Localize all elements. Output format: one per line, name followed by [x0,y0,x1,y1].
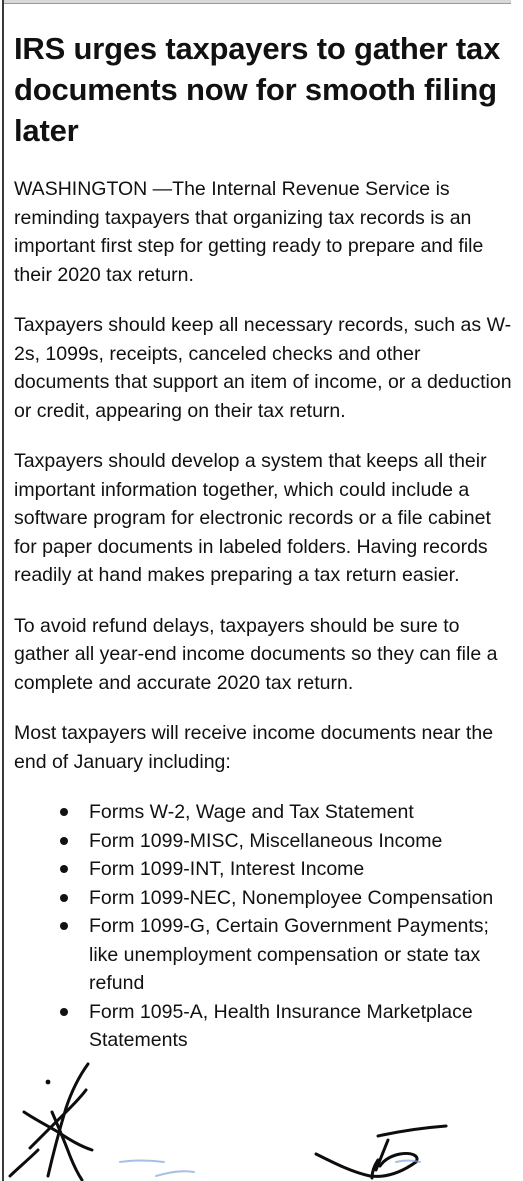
article-paragraph-5: Most taxpayers will receive income documents near the end of January including: [14,722,494,773]
income-documents-list [14,798,514,1055]
list-item: Form 1099-MISC, Miscellaneous Income [89,827,514,856]
article-paragraph-3: Taxpayers should develop a system that keeps all their important information together, which could include a software program for electronic records or a file cabinet for paper documents in labeled folders. Having records readily at hand makes preparing a tax return easier. [14,450,491,586]
list-item: Form 1099-G, Certain Government Payments; like unemployment compensation or state tax refund [89,912,514,998]
article-paragraph-4: To avoid refund delays, taxpayers should be sure to gather all year-end income documents so they can file a complete and accurate 2020 tax return. [14,614,498,694]
article-paragraph-2: Taxpayers should keep all necessary records, such as W-2s, 1099s, receipts, canceled checks and other documents that support an item of income, or a deduction or credit, appearing on their tax return. [14,314,512,422]
article [14,28,514,1055]
article-paragraph-1: WASHINGTON —The Internal Revenue Service is reminding taxpayers that organizing tax records is an important first step for getting ready to prepare and file their 2020 tax return. [14,178,484,286]
article-headline: IRS urges taxpayers to gather tax documents now for smooth filing later [14,31,501,148]
list-item: Form 1095-A, Health Insurance Marketplace Statements [89,998,514,1055]
list-item: Form 1099-NEC, Nonemployee Compensation [89,884,514,913]
list-item: Form 1099-INT, Interest Income [89,855,514,884]
list-item: Forms W-2, Wage and Tax Statement [89,798,514,827]
